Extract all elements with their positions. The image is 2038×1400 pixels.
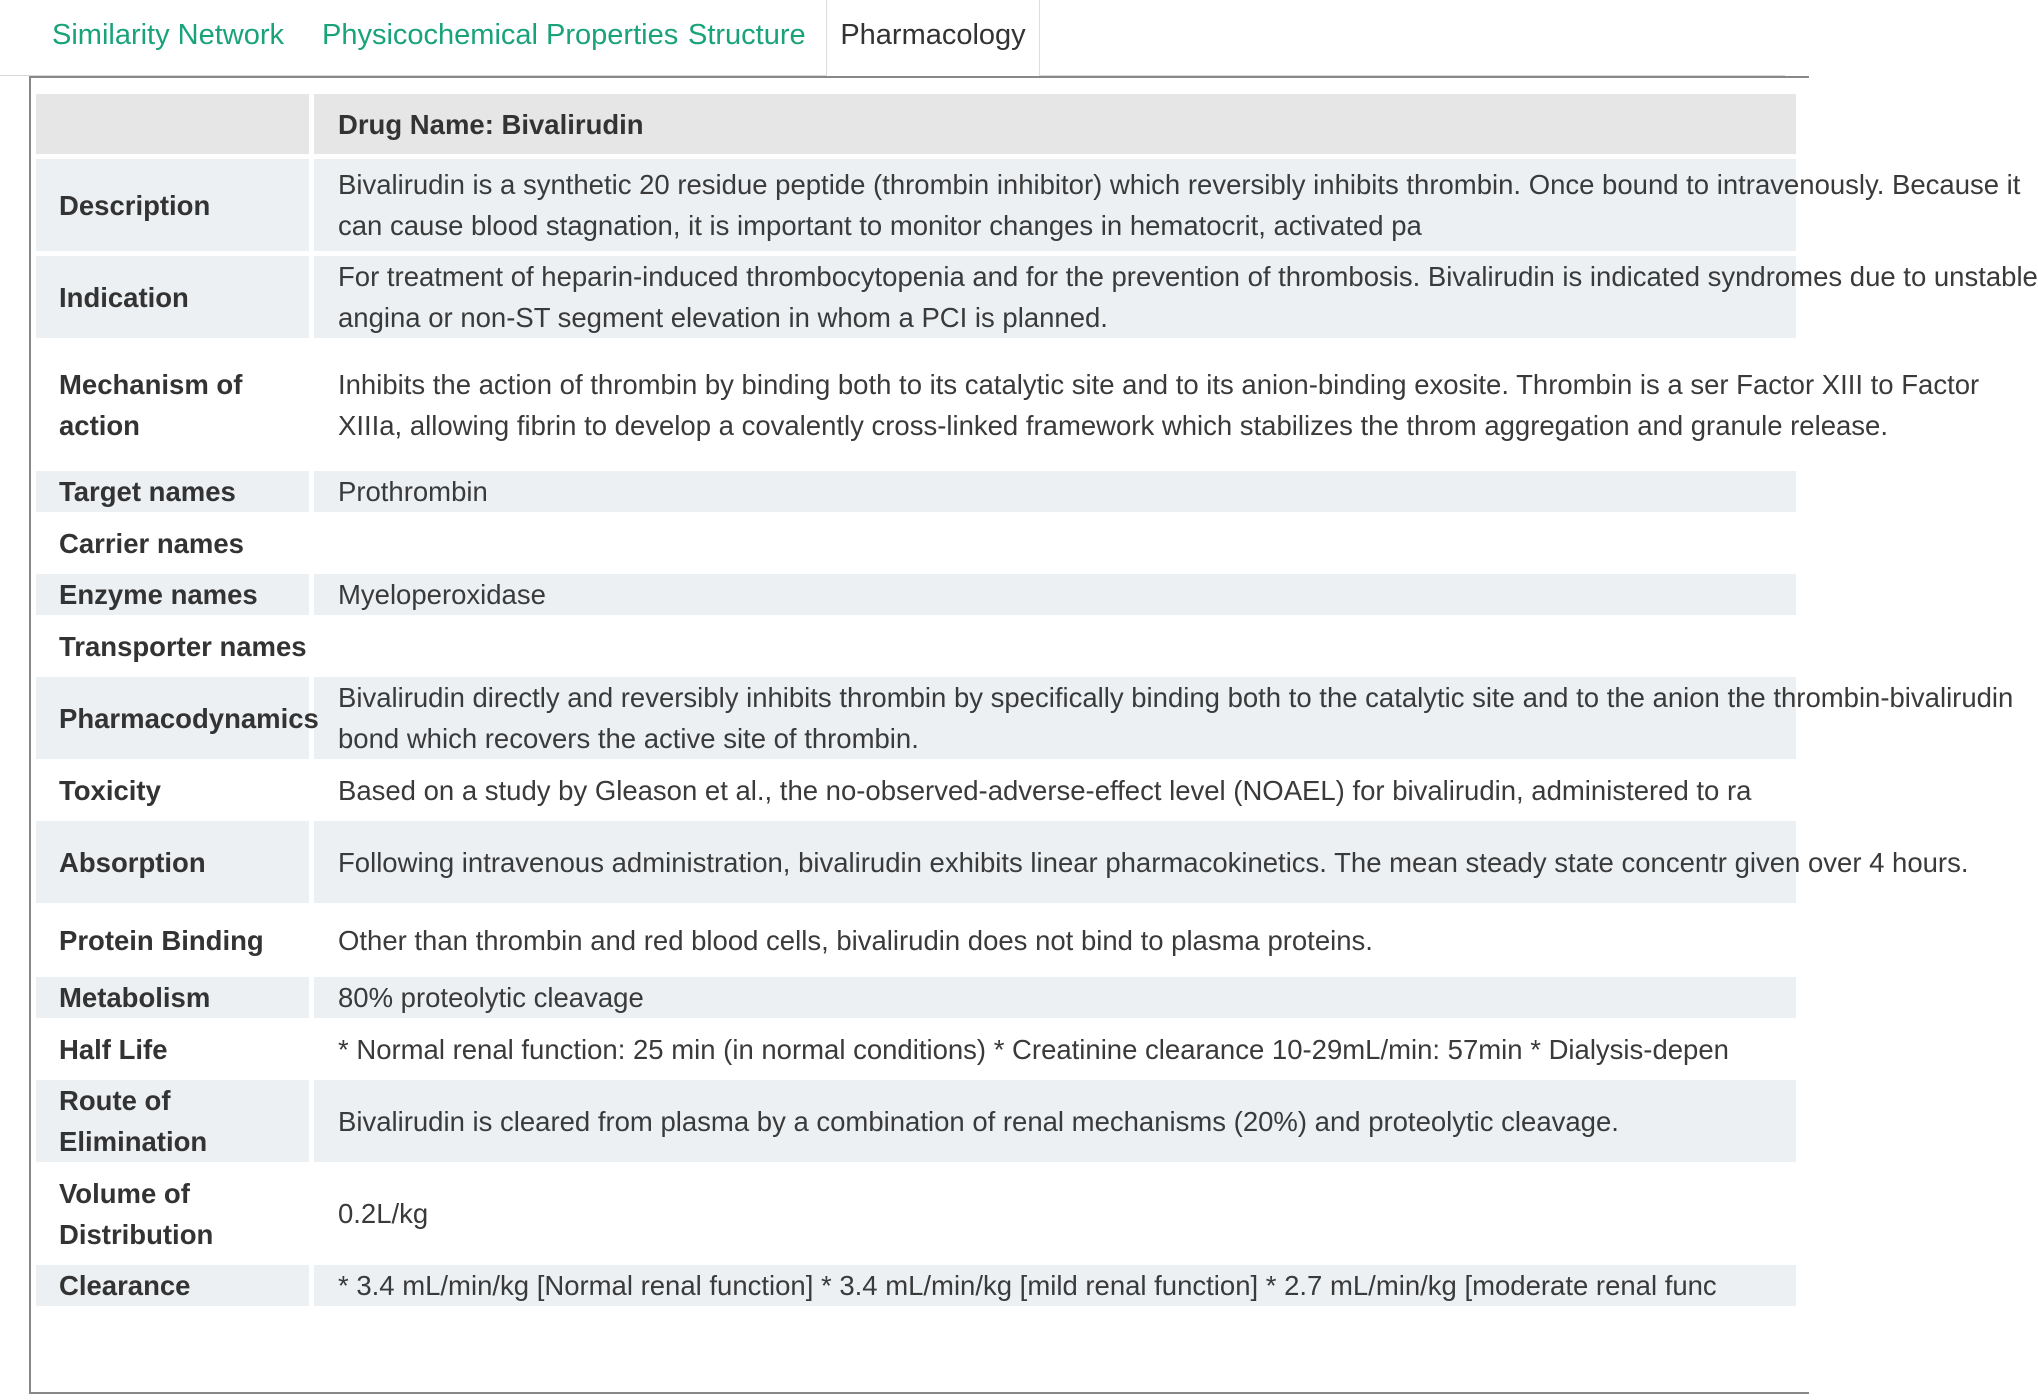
row-label: Target names bbox=[36, 471, 314, 512]
table-row bbox=[36, 471, 1796, 512]
absorption-text: Following intravenous administration, bivalirudin exhibits linear pharmacokinetics. The mean steady state concentr given over 4 hours. bbox=[338, 846, 1969, 878]
row-value bbox=[314, 256, 2038, 338]
table-row bbox=[36, 764, 1796, 816]
row-label: Toxicity bbox=[36, 764, 314, 816]
row-value: * Normal renal function: 25 min (in normal conditions) * Creatinine clearance 10-29mL/min: 57min * Dialysis-depen bbox=[314, 1023, 1796, 1075]
table-row bbox=[36, 908, 1796, 972]
row-value bbox=[314, 821, 1969, 903]
pharmacodynamics-text: Bivalirudin directly and reversibly inhibits thrombin by specifically binding both to the catalytic site and to the anion the thrombin-bivalirudin bond which recovers the active site of thrombin. bbox=[338, 682, 2014, 754]
table-row bbox=[36, 977, 1796, 1018]
table-header-row bbox=[36, 94, 1796, 154]
table-row bbox=[36, 517, 1796, 569]
row-value bbox=[314, 517, 1796, 569]
tab-pharmacology[interactable]: Pharmacology bbox=[826, 0, 1040, 77]
row-value: 80% proteolytic cleavage bbox=[314, 977, 1796, 1018]
table-row bbox=[36, 1080, 1796, 1162]
indication-text: For treatment of heparin-induced thrombocytopenia and for the prevention of thrombosis. Bivalirudin is indicated syndromes due to unstable angina or non-ST segment elevation in whom a PCI is planned. bbox=[338, 261, 2038, 333]
table-row bbox=[36, 1167, 1796, 1260]
table-row bbox=[36, 1023, 1796, 1075]
row-value: Prothrombin bbox=[314, 471, 1796, 512]
row-value: 0.2L/kg bbox=[314, 1167, 1796, 1260]
row-label: Protein Binding bbox=[36, 908, 314, 972]
tab-similarity-network[interactable]: Similarity Network bbox=[52, 19, 285, 51]
description-text: Bivalirudin is a synthetic 20 residue peptide (thrombin inhibitor) which reversibly inhibits thrombin. Once bound to intravenously. Because it can cause blood stagnation, it is important to monitor changes in hematocrit, activated pa bbox=[338, 169, 2021, 241]
row-value: Myeloperoxidase bbox=[314, 574, 1796, 615]
tab-structure[interactable]: Structure bbox=[688, 19, 806, 51]
row-value bbox=[314, 620, 1796, 672]
row-value: Based on a study by Gleason et al., the no-observed-adverse-effect level (NOAEL) for bivalirudin, administered to ra bbox=[314, 764, 1796, 816]
table-row bbox=[36, 1265, 1796, 1306]
header-label-cell bbox=[36, 94, 314, 154]
row-label: Volume of Distribution bbox=[36, 1167, 314, 1260]
row-label: Mechanism of action bbox=[36, 343, 314, 466]
row-value bbox=[314, 343, 1980, 466]
row-label: Route of Elimination bbox=[36, 1080, 314, 1162]
drug-name-heading: Drug Name: Bivalirudin bbox=[314, 94, 1796, 154]
row-value: Other than thrombin and red blood cells, bivalirudin does not bind to plasma proteins. bbox=[314, 908, 1796, 972]
mechanism-text: Inhibits the action of thrombin by binding both to its catalytic site and to its anion-binding exosite. Thrombin is a ser Factor XIII to Factor XIIIa, allowing fibrin to develop a covalently cross-linked framework which stabilizes the throm aggregation and granule release. bbox=[338, 368, 1980, 441]
table-row bbox=[36, 256, 1796, 338]
tab-bar bbox=[0, 0, 1785, 76]
table-row bbox=[36, 677, 1796, 759]
table-row bbox=[36, 343, 1796, 466]
row-value: * 3.4 mL/min/kg [Normal renal function] * 3.4 mL/min/kg [mild renal function] * 2.7 mL/min/kg [moderate renal func bbox=[314, 1265, 1796, 1306]
row-label: Half Life bbox=[36, 1023, 314, 1075]
table-row bbox=[36, 620, 1796, 672]
tab-physicochemical-properties[interactable]: Physicochemical Properties bbox=[322, 19, 679, 51]
row-value bbox=[314, 677, 2014, 759]
row-label: Pharmacodynamics bbox=[36, 677, 314, 759]
row-label: Description bbox=[36, 159, 314, 251]
row-value bbox=[314, 159, 2021, 251]
pharmacology-table bbox=[36, 89, 2038, 1311]
table-row bbox=[36, 574, 1796, 615]
row-value: Bivalirudin is cleared from plasma by a combination of renal mechanisms (20%) and proteolytic cleavage. bbox=[314, 1080, 1796, 1162]
row-label: Absorption bbox=[36, 821, 314, 903]
row-label: Metabolism bbox=[36, 977, 314, 1018]
table-row bbox=[36, 159, 1796, 251]
row-label: Transporter names bbox=[36, 620, 314, 672]
table-row bbox=[36, 821, 1796, 903]
row-label: Enzyme names bbox=[36, 574, 314, 615]
row-label: Indication bbox=[36, 256, 314, 338]
pharmacology-panel bbox=[29, 76, 2038, 1394]
row-label: Clearance bbox=[36, 1265, 314, 1306]
row-label: Carrier names bbox=[36, 517, 314, 569]
